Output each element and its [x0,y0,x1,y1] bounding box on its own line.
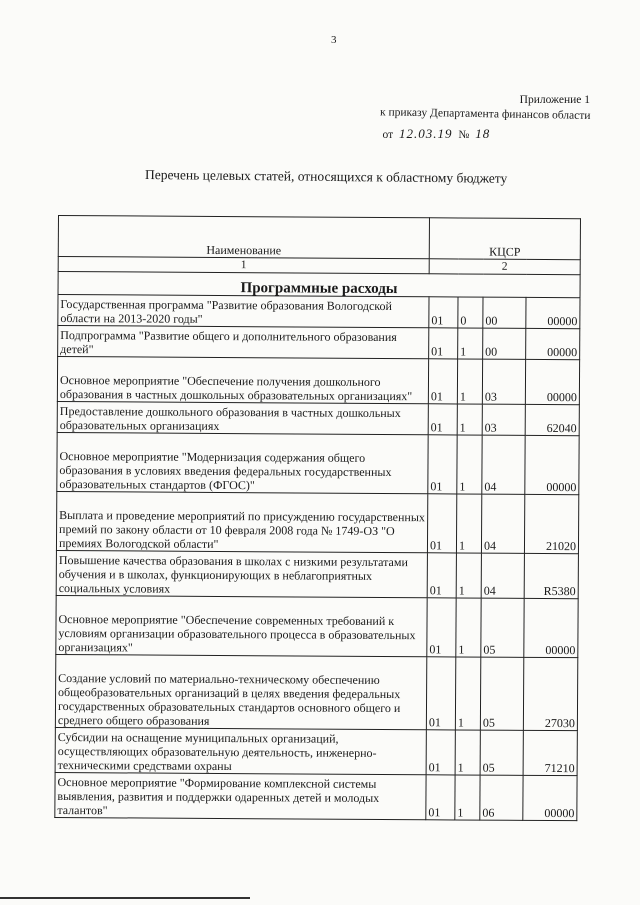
row-name: Основное мероприятие "Обеспечение современных требований к условиям организации образовательного процесса в образовательных организациях" [56,595,427,656]
code-part-1: 01 [427,494,456,553]
code-part-4: 00000 [526,328,580,359]
code-part-4: 27030 [523,657,577,730]
appendix-title: Приложение 1 [519,94,590,106]
number-label: № [458,129,470,141]
code-part-2: 1 [457,359,482,404]
code-part-2: 1 [457,435,482,494]
code-part-4: 00000 [523,775,577,820]
code-part-2: 1 [456,553,481,598]
table-row [55,654,577,730]
code-part-3: 04 [481,494,524,553]
table-row [57,401,579,435]
row-name: Субсидии на оснащение муниципальных организаций, осуществляющих образовательную деятельность, инженерно-техническими средствами охраны [55,727,426,774]
row-name: Подпрограмма "Развитие общего и дополнительного образования детей" [58,326,429,359]
code-part-3: 03 [482,359,525,404]
bottom-divider [0,897,250,899]
code-part-3: 05 [480,730,523,775]
code-part-1: 01 [429,297,458,328]
table-header-row [58,216,580,260]
code-part-3: 04 [481,553,524,598]
row-name: Выплата и проведение мероприятий по присуждению государственных премий по закону области от 10 февраля 2008 года № 1749-ОЗ "О премиях Вологодской области" [56,491,427,552]
page-number: 3 [331,34,337,46]
table-row [55,772,577,820]
code-part-2: 1 [457,404,482,435]
code-part-1: 01 [428,404,457,435]
code-part-1: 01 [426,775,455,820]
order-date: 12.03.19 [399,126,453,141]
code-part-3: 03 [482,404,525,435]
table-row [55,727,577,775]
code-part-1: 01 [429,328,458,359]
section-title: Программные расходы [58,272,580,298]
code-part-2: 1 [455,657,480,730]
header-name: Наименование [58,216,429,259]
code-part-1: 01 [427,553,456,598]
code-part-1: 01 [426,657,455,730]
row-name: Основное мероприятие "Обеспечение получения дошкольного образования в частных дошкольных образовательных организациях" [57,357,428,404]
row-name: Государственная программа "Развитие образования Вологодской области на 2013-2020 годы" [58,295,429,328]
code-part-3: 04 [482,435,525,494]
code-part-1: 01 [427,598,456,657]
code-part-3: 05 [481,598,524,657]
code-part-4: 00000 [526,297,580,328]
code-part-3: 00 [483,328,526,359]
table-row [56,491,578,553]
code-part-2: 1 [455,730,480,775]
table-row [56,595,578,657]
code-part-4: R5380 [524,553,578,598]
code-part-2: 1 [458,328,483,359]
code-part-4: 00000 [524,598,578,657]
code-part-1: 01 [428,435,457,494]
code-part-4: 00000 [525,359,579,404]
row-name: Предоставление дошкольного образования в частных дошкольных образовательных организациях [57,401,428,434]
row-name: Повышение качества образования в школах с низкими результатами обучения и в школах, функционирующих в неблагоприятных социальных условиях [56,550,427,597]
code-part-4: 62040 [525,404,579,435]
table-row [58,326,580,360]
row-name: Основное мероприятие "Модернизация содержания общего образования в условиях введения федеральных государственных образовательных стандартов (ФГОС)" [57,432,428,493]
document-title: Перечень целевых статей, относящихся к областному бюджету [144,167,508,186]
code-part-3: 06 [480,775,523,820]
table-row [57,432,579,494]
code-part-2: 1 [455,775,480,820]
column-number-1: 1 [58,257,429,274]
code-part-2: 1 [456,494,481,553]
code-part-4: 00000 [525,435,579,494]
code-part-3: 00 [483,297,526,328]
order-number: 18 [475,126,491,141]
code-part-2: 1 [456,598,481,657]
code-part-4: 21020 [524,494,578,553]
table-row [58,295,580,329]
code-part-1: 01 [426,730,455,775]
appendix-block [380,92,590,143]
header-code: КЦСР [429,218,580,260]
from-label: от [382,129,394,141]
appendix-order-ref: к приказу Департамента финансов области [379,106,591,122]
code-part-3: 05 [480,657,523,730]
code-part-1: 01 [428,359,457,404]
appendix-date-number [380,126,590,143]
row-name: Основное мероприятие "Формирование комплексной системы выявления, развития и поддержки одаренных детей и молодых талантов" [55,772,426,819]
table-row [57,357,579,405]
code-part-2: 0 [458,297,483,328]
row-name: Создание условий по материально-техническому обеспечению общеобразовательных организаций в целях введения федеральных государственных образовательных стандартов основного общего и среднего общего образования [55,654,426,729]
code-part-4: 71210 [523,730,577,775]
section-row [58,272,580,298]
column-number-2: 2 [429,259,580,275]
target-articles-table [54,215,581,821]
table-row [56,550,578,598]
